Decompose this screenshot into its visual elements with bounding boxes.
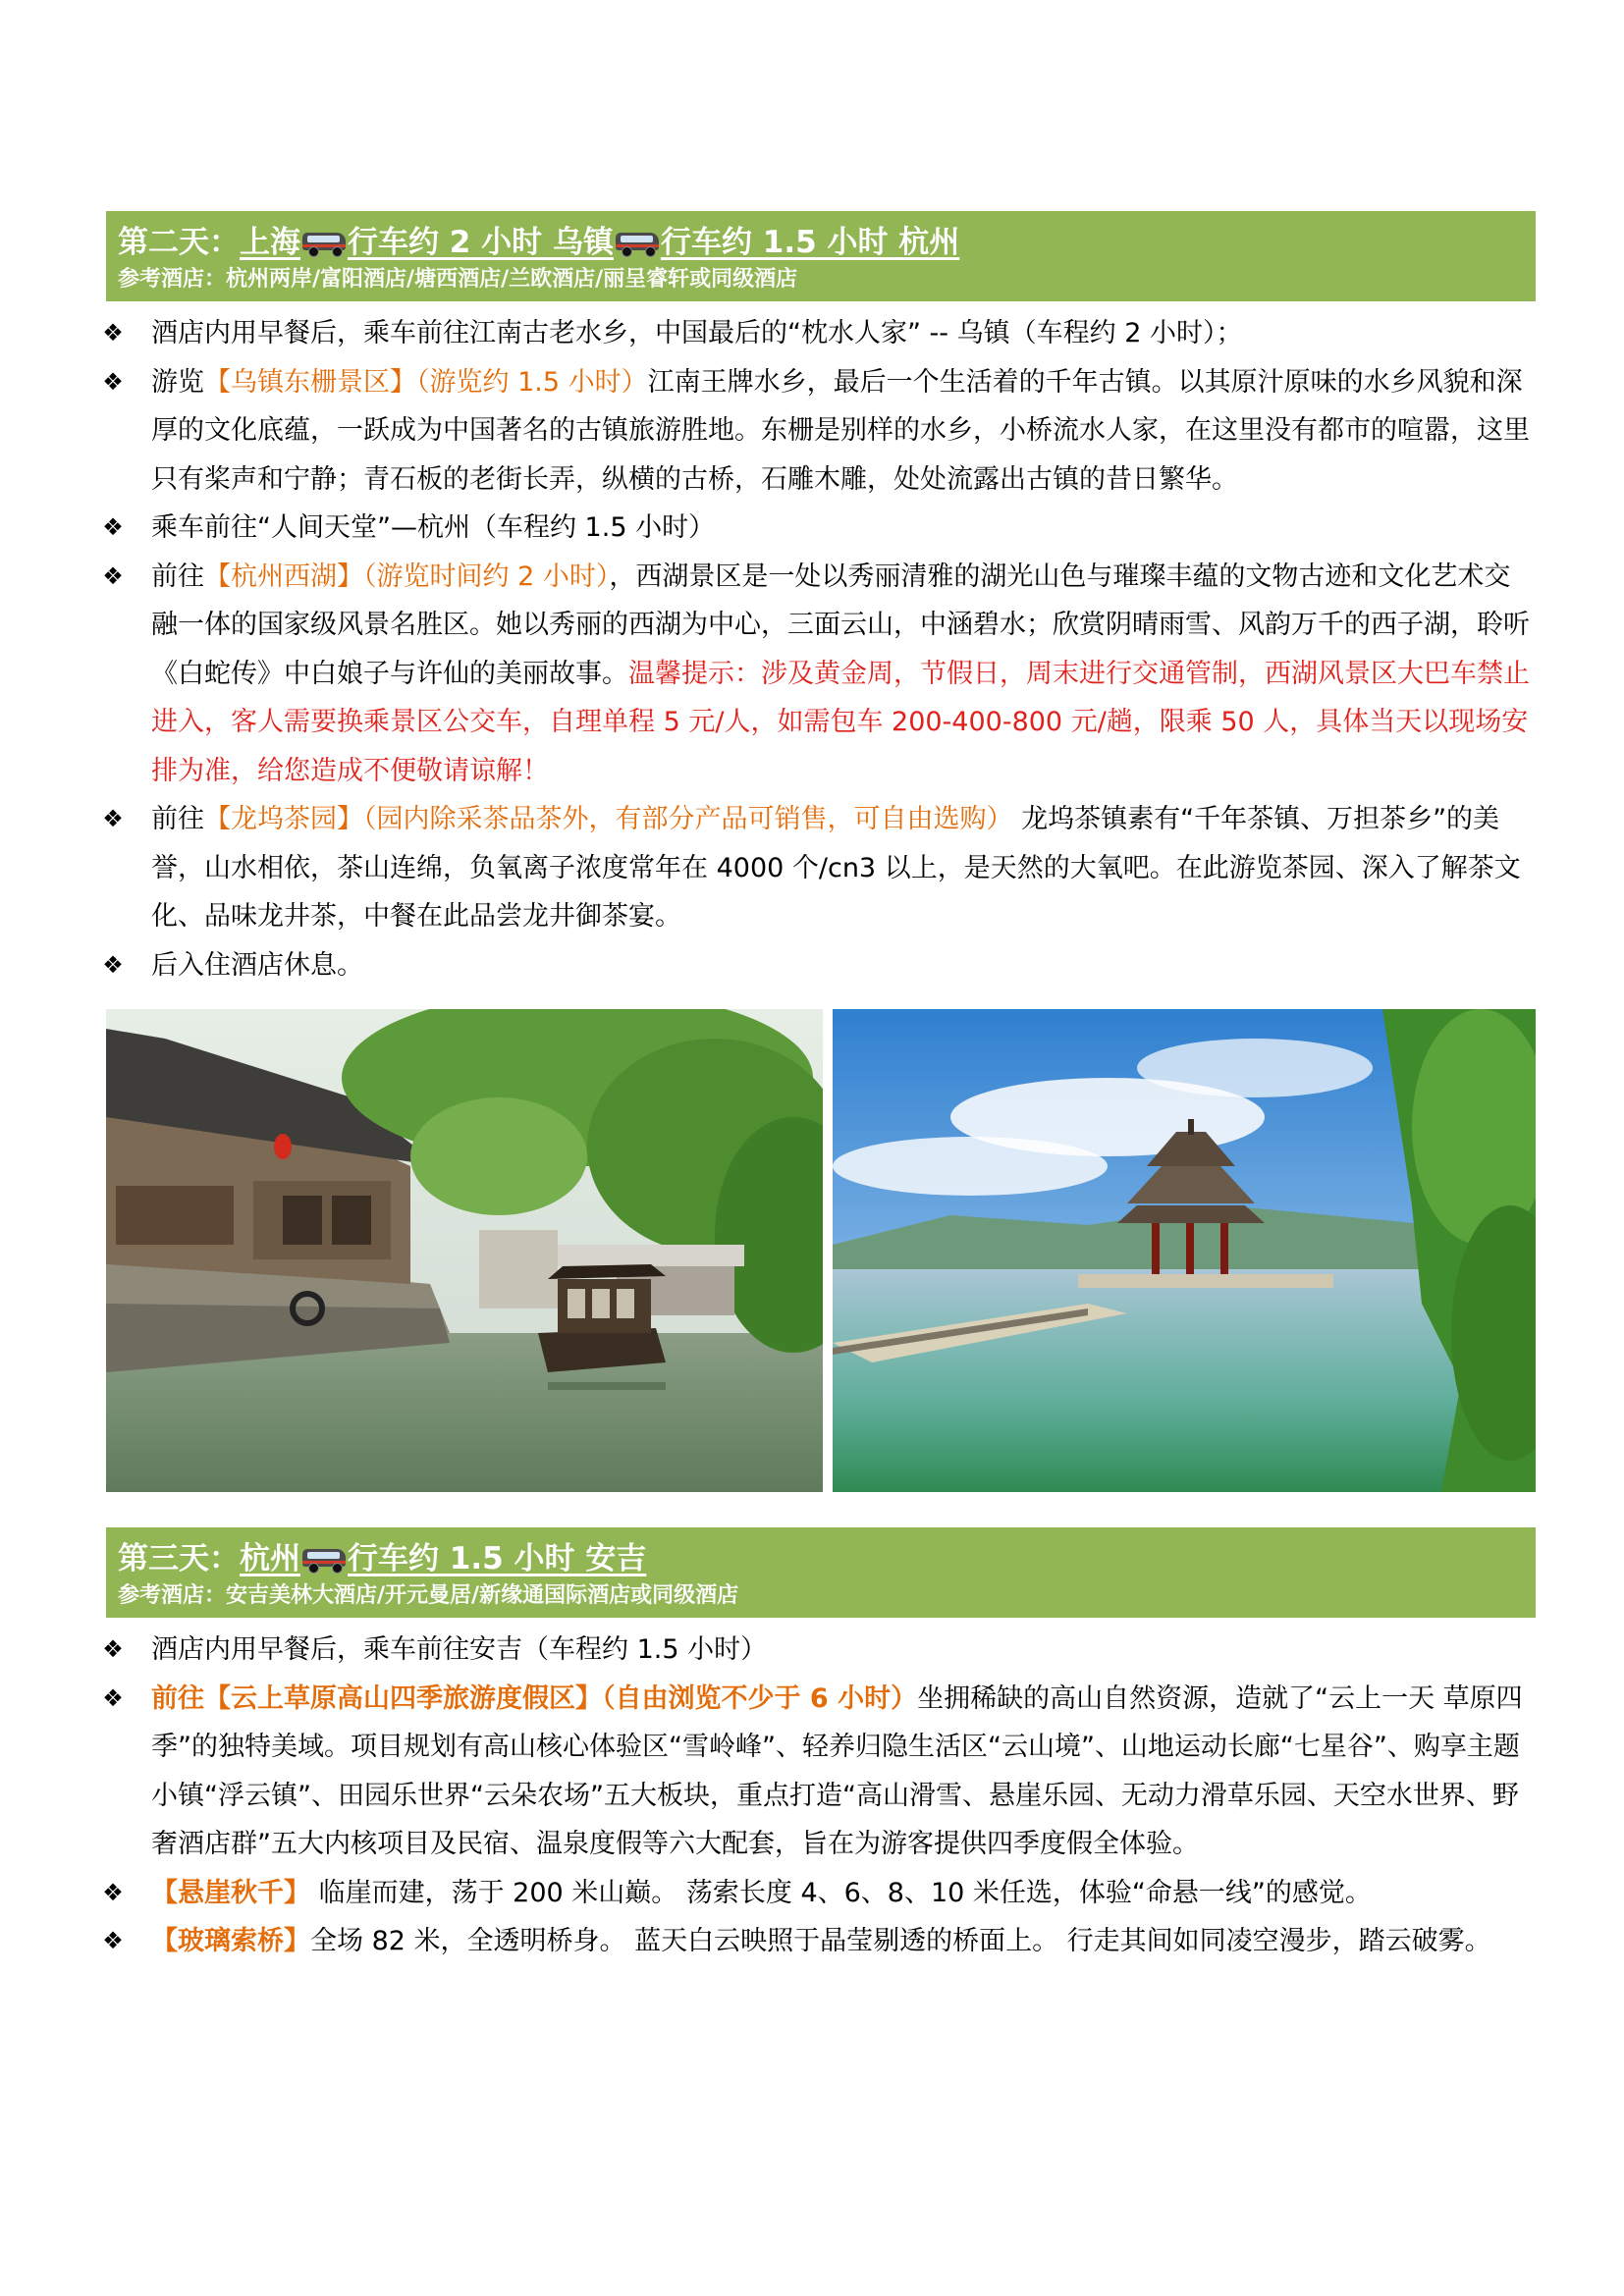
route-segment: 行车约 1.5 小时 杭州 xyxy=(660,225,960,260)
day3-label: 第三天： xyxy=(118,1541,240,1576)
wuzhen-photo xyxy=(106,1009,823,1492)
west-lake-photo xyxy=(833,1009,1536,1492)
item-highlight: 【龙坞茶园】（园内除采茶品茶外，有部分产品可销售，可自由选购） xyxy=(204,804,1013,834)
day2-route xyxy=(240,225,959,260)
item-text: 全场 82 米，全透明桥身。 蓝天白云映照于晶莹剔透的桥面上。 行走其间如同凌空漫步，踏云破雾。 xyxy=(310,1926,1491,1956)
day3-list xyxy=(102,1626,1536,1966)
route-segment: 行车约 2 小时 乌镇 xyxy=(348,225,614,260)
item-text: 乘车前往“人间天堂”—杭州（车程约 1.5 小时） xyxy=(151,512,716,543)
item-text: 酒店内用早餐后，乘车前往江南古老水乡，中国最后的“枕水人家” -- 乌镇（车程约 2 小时）； xyxy=(151,318,1243,348)
item-text: 龙坞茶镇素有“千年茶镇、万担茶乡”的美誉，山水相依，茶山连绵，负氧离子浓度常年在 4000 个/cn3 以上，是天然的大氧吧。在此游览茶园、深入了解茶文化、品味龙井茶，中餐在此品尝龙井御茶宴。 xyxy=(151,804,1521,932)
list-item xyxy=(102,309,1536,358)
item-text: ，西湖景区是一处以秀丽清雅的湖光山色与璀璨丰蕴的文物古迹和文化艺术交融一体的国家级风景名胜区。她以秀丽的西湖为中心，三面云山，中涵碧水；欣赏阴晴雨雪、风韵万千的西子湖，聆听《白蛇传》中白娘子与许仙的美丽故事。 xyxy=(151,561,1530,689)
list-item xyxy=(102,358,1536,505)
day3-hotel: 参考酒店：安吉美林大酒店/开元曼居/新缘通国际酒店或同级酒店 xyxy=(118,1583,739,1608)
diamond-bullet-icon: ❖ xyxy=(102,513,124,541)
list-item xyxy=(102,1917,1536,1966)
itinerary-page xyxy=(102,211,1536,1966)
list-item xyxy=(102,941,1536,990)
day2-header xyxy=(106,211,1536,301)
list-item xyxy=(102,1869,1536,1918)
item-highlight: 前往【云上草原高山四季旅游度假区】（自由浏览不少于 6 小时） xyxy=(151,1682,918,1714)
day2-list xyxy=(102,309,1536,989)
item-highlight: 【杭州西湖】（游览时间约 2 小时） xyxy=(204,561,610,592)
item-text: 江南王牌水乡，最后一个生活着的千年古镇。以其原汁原味的水乡风貌和深厚的文化底蕴，一跃成为中国著名的古镇旅游胜地。东栅是别样的水乡，小桥流水人家，在这里没有都市的喧嚣，这里只有桨声和宁静；青石板的老街长弄，纵横的古桥，石雕木雕，处处流露出古镇的昔日繁华。 xyxy=(151,366,1530,495)
item-text: 酒店内用早餐后，乘车前往安吉（车程约 1.5 小时） xyxy=(151,1634,768,1665)
list-item xyxy=(102,795,1536,941)
day2-title xyxy=(118,221,1524,264)
diamond-bullet-icon: ❖ xyxy=(102,1927,124,1954)
bus-icon xyxy=(302,1547,346,1573)
diamond-bullet-icon: ❖ xyxy=(102,561,124,590)
day3-route xyxy=(240,1541,646,1576)
day2-photos xyxy=(106,1009,1536,1492)
list-item xyxy=(102,1626,1536,1675)
warm-tip: 温馨提示：涉及黄金周，节假日，周末进行交通管制，西湖风景区大巴车禁止进入，客人需要换乘景区公交车，自理单程 5 元/人，如需包车 200-400-800 元/趟，限乘 50 人，具体当天以现场安排为准，给您造成不便敬请谅解！ xyxy=(151,658,1530,786)
route-city: 杭州 xyxy=(240,1541,300,1576)
item-text: 前往 xyxy=(151,561,204,592)
item-text: 后入住酒店休息。 xyxy=(151,949,363,981)
list-item xyxy=(102,1675,1536,1869)
diamond-bullet-icon: ❖ xyxy=(102,319,124,347)
diamond-bullet-icon: ❖ xyxy=(102,1635,124,1663)
route-segment: 行车约 1.5 小时 安吉 xyxy=(348,1541,647,1576)
diamond-bullet-icon: ❖ xyxy=(102,367,124,396)
day3-header xyxy=(106,1527,1536,1618)
day2-label: 第二天： xyxy=(118,225,240,260)
list-item xyxy=(102,553,1536,796)
item-highlight: 【乌镇东栅景区】（游览约 1.5 小时） xyxy=(204,366,648,398)
diamond-bullet-icon: ❖ xyxy=(102,805,124,832)
route-city: 上海 xyxy=(240,225,300,260)
diamond-bullet-icon: ❖ xyxy=(102,950,124,979)
bus-icon xyxy=(302,231,346,256)
item-highlight: 【悬崖秋千】 xyxy=(151,1877,310,1908)
item-text: 临崖而建，荡于 200 米山巅。 荡索长度 4、6、8、10 米任选，体验“命悬一线”的感觉。 xyxy=(310,1877,1372,1908)
item-text: 坐拥稀缺的高山自然资源，造就了“云上一天 草原四季”的独特美域。项目规划有高山核心体验区“雪岭峰”、轻养归隐生活区“云山境”、山地运动长廊“七星谷”、购享主题小镇“浮云镇”、田园乐世界“云朵农场”五大板块，重点打造“高山滑雪、悬崖乐园、无动力滑草乐园、天空水世界、野奢酒店群”五大内核项目及民宿、温泉度假等六大配套，旨在为游客提供四季度假全体验。 xyxy=(151,1682,1523,1859)
item-text: 前往 xyxy=(151,804,204,834)
bus-icon xyxy=(616,231,659,256)
list-item xyxy=(102,504,1536,553)
day2-hotel: 参考酒店：杭州两岸/富阳酒店/塘西酒店/兰欧酒店/丽呈睿轩或同级酒店 xyxy=(118,267,798,292)
item-highlight: 【玻璃索桥】 xyxy=(151,1926,310,1956)
diamond-bullet-icon: ❖ xyxy=(102,1878,124,1906)
item-text: 游览 xyxy=(151,366,204,398)
diamond-bullet-icon: ❖ xyxy=(102,1683,124,1712)
day3-title xyxy=(118,1537,1524,1580)
